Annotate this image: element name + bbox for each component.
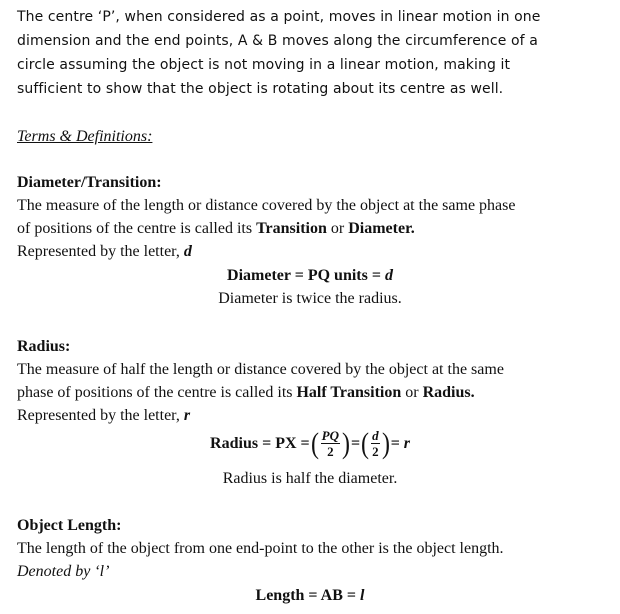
- equals-sign: =: [350, 435, 361, 453]
- radius-formula: [0, 424, 620, 464]
- term-half-transition: Half Transition: [296, 384, 402, 401]
- radius-formula-lhs: Radius = PX =: [210, 435, 310, 453]
- length-formula: [0, 584, 620, 607]
- conjunction-or: or: [326, 220, 349, 237]
- fraction-denominator: 2: [327, 444, 334, 460]
- intro-line-3: circle assuming the object is not moving in a linear motion, making it: [17, 57, 511, 73]
- radius-note: Radius is half the diameter.: [222, 470, 398, 487]
- fraction-numerator: PQ: [321, 428, 339, 444]
- right-paren: ): [341, 427, 350, 461]
- diameter-formula-var: d: [384, 267, 393, 284]
- intro-line-1: The centre ‘P’, when considered as a point, moves in linear motion in one: [17, 9, 541, 25]
- fraction-d-over-2: [371, 429, 380, 459]
- radius-formula-rhs: = r: [390, 435, 410, 453]
- diameter-def-line-2: [17, 217, 415, 240]
- radius-formula-expression: [210, 424, 410, 464]
- object-length-def: The length of the object from one end-point to the other is the object length.: [17, 540, 504, 557]
- left-paren: (: [310, 427, 319, 461]
- term-transition: Transition: [256, 220, 327, 237]
- conjunction-or: or: [401, 384, 423, 401]
- radius-def-line-2: [17, 381, 475, 404]
- object-length-denoted: Denoted by ‘l’: [17, 563, 110, 580]
- length-formula-var: l: [360, 587, 365, 604]
- diameter-heading: Diameter/Transition:: [17, 174, 162, 191]
- represented-text: Represented by the letter,: [17, 407, 184, 424]
- letter-d: d: [183, 243, 192, 260]
- intro-line-2: dimension and the end points, A & B moves along the circumference of a: [17, 33, 538, 49]
- term-radius: Radius.: [422, 384, 475, 401]
- diameter-def-text: of positions of the centre is called its: [17, 220, 257, 237]
- radius-def-text: phase of positions of the centre is called its: [17, 384, 297, 401]
- object-length-heading: Object Length:: [17, 517, 122, 534]
- diameter-represented: [17, 240, 192, 263]
- represented-text: Represented by the letter,: [17, 243, 184, 260]
- radius-heading: Radius:: [17, 338, 71, 355]
- length-formula-text: Length = AB =: [255, 587, 361, 604]
- diameter-def-line-1: The measure of the length or distance covered by the object at the same phase: [17, 197, 516, 214]
- left-paren: (: [361, 427, 370, 461]
- letter-r: r: [183, 407, 191, 424]
- term-diameter: Diameter.: [348, 220, 415, 237]
- right-paren: ): [381, 427, 390, 461]
- diameter-formula-text: Diameter = PQ units =: [227, 267, 385, 284]
- fraction-pq-over-2: [321, 429, 340, 459]
- diameter-note: Diameter is twice the radius.: [218, 290, 402, 307]
- terms-heading: Terms & Definitions:: [17, 128, 153, 145]
- radius-def-line-1: The measure of half the length or distance covered by the object at the same: [17, 361, 504, 378]
- intro-line-4: sufficient to show that the object is rotating about its centre as well.: [17, 81, 504, 97]
- fraction-numerator: d: [372, 428, 379, 444]
- fraction-denominator: 2: [372, 444, 379, 460]
- diameter-formula: [0, 264, 620, 287]
